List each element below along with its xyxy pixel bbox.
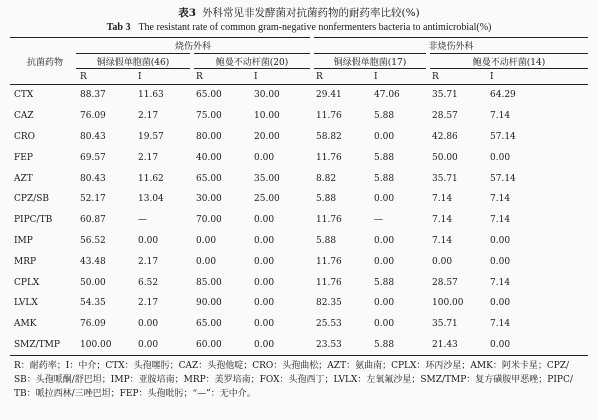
- intermediate-rate-cell: 0.00: [254, 152, 275, 163]
- resistance-rate-cell: 29.41: [316, 90, 342, 101]
- intermediate-rate-cell: 0.00: [374, 194, 395, 205]
- col-header-i: I: [370, 69, 428, 85]
- resistance-rate-cell: 42.86: [432, 131, 458, 142]
- intermediate-rate-cell: 2.17: [138, 111, 159, 122]
- intermediate-rate-cell: 5.88: [374, 173, 395, 184]
- intermediate-rate-cell: —: [374, 215, 384, 226]
- col-header-i: I: [250, 69, 312, 85]
- resistance-rate-cell: 0.00: [432, 256, 453, 267]
- drug-column-header: 抗菌药物: [10, 38, 76, 85]
- drug-name-cell: AMK: [14, 319, 37, 330]
- intermediate-rate-cell: 11.63: [138, 90, 164, 101]
- intermediate-rate-cell: 7.14: [490, 277, 511, 288]
- table-row: [10, 335, 588, 356]
- subgroup-header-nonburn-pa: 铜绿假单胞菌(17): [312, 54, 428, 69]
- table-row: [10, 168, 588, 189]
- resistance-rate-cell: 25.53: [316, 319, 342, 330]
- table-body: [10, 85, 588, 356]
- resistance-rate-cell: 90.00: [196, 298, 222, 309]
- resistance-rate-cell: 11.76: [316, 152, 342, 163]
- intermediate-rate-cell: 0.00: [490, 298, 511, 309]
- intermediate-rate-cell: 5.88: [370, 335, 428, 356]
- table-caption-en: The resistant rate of common gram-negative nonfermenters bacteria to antimicrobial(%): [138, 22, 492, 33]
- subgroup-header-burn-pa: 铜绿假单胞菌(46): [76, 54, 192, 69]
- table-number-en: Tab 3: [106, 22, 131, 33]
- intermediate-rate-cell: 57.14: [490, 131, 516, 142]
- resistance-rate-cell: 11.76: [316, 277, 342, 288]
- subgroup-header-nonburn-ab: 鲍曼不动杆菌(14): [428, 54, 588, 69]
- resistance-rate-cell: 80.43: [80, 131, 106, 142]
- resistance-rate-cell: 50.00: [432, 152, 458, 163]
- resistance-rate-cell: 35.71: [432, 90, 458, 101]
- drug-name-cell: CAZ: [14, 111, 34, 122]
- intermediate-rate-cell: 0.00: [254, 235, 275, 246]
- resistance-rate-cell: 65.00: [196, 173, 222, 184]
- resistance-rate-cell: 11.76: [316, 256, 342, 267]
- table-row: [10, 210, 588, 231]
- intermediate-rate-cell: 2.17: [138, 256, 159, 267]
- table-row: [10, 106, 588, 127]
- intermediate-rate-cell: 0.00: [138, 235, 159, 246]
- intermediate-rate-cell: 0.00: [490, 152, 511, 163]
- intermediate-rate-cell: 0.00: [138, 319, 159, 330]
- drug-name-cell: CTX: [14, 90, 34, 101]
- resistance-rate-cell: 88.37: [80, 90, 106, 101]
- intermediate-rate-cell: 0.00: [254, 215, 275, 226]
- resistance-rate-cell: 65.00: [196, 319, 222, 330]
- intermediate-rate-cell: 11.62: [138, 173, 164, 184]
- resistance-rate-cell: 76.09: [80, 319, 106, 330]
- table-number-cn: 表3: [178, 7, 197, 19]
- resistance-rate-cell: 70.00: [196, 215, 222, 226]
- resistance-rate-cell: 65.00: [196, 90, 222, 101]
- intermediate-rate-cell: 2.17: [138, 152, 159, 163]
- resistance-rate-cell: 100.00: [432, 298, 464, 309]
- drug-name-cell: IMP: [14, 235, 33, 246]
- intermediate-rate-cell: 20.00: [254, 131, 280, 142]
- resistance-rate-cell: 56.52: [80, 235, 106, 246]
- intermediate-rate-cell: 7.14: [490, 111, 511, 122]
- intermediate-rate-cell: 30.00: [254, 90, 280, 101]
- intermediate-rate-cell: 0.00: [254, 298, 275, 309]
- intermediate-rate-cell: 0.00: [490, 256, 511, 267]
- table-row: [10, 85, 588, 106]
- resistance-rate-cell: 7.14: [432, 194, 453, 205]
- intermediate-rate-cell: 5.88: [374, 152, 395, 163]
- resistance-rate-cell: 21.43: [428, 335, 486, 356]
- resistance-rate-cell: 5.88: [316, 235, 337, 246]
- footnote-line: R：耐药率；I：中介；CTX：头孢噻肟；CAZ：头孢他啶；CRO：头孢曲松；AZT：氨曲南；CPLX：环丙沙星；AMK：阿米卡星；CPZ/: [14, 361, 570, 372]
- resistance-rate-cell: 85.00: [196, 277, 222, 288]
- intermediate-rate-cell: —: [138, 215, 147, 226]
- resistance-rate-cell: 23.53: [312, 335, 370, 356]
- table-row: [10, 293, 588, 314]
- intermediate-rate-cell: 7.14: [490, 319, 511, 330]
- resistance-rate-cell: 7.14: [432, 215, 453, 226]
- intermediate-rate-cell: 47.06: [374, 90, 400, 101]
- table-row: [10, 189, 588, 210]
- col-header-r: R: [312, 69, 370, 85]
- resistance-rate-cell: 43.48: [80, 256, 106, 267]
- resistance-rate-cell: 11.76: [316, 215, 342, 226]
- intermediate-rate-cell: 7.14: [490, 215, 511, 226]
- resistance-rate-cell: 76.09: [80, 111, 106, 122]
- intermediate-rate-cell: 7.14: [490, 194, 511, 205]
- intermediate-rate-cell: 0.00: [254, 319, 275, 330]
- resistance-rate-cell: 100.00: [76, 335, 134, 356]
- resistance-rate-cell: 82.35: [316, 298, 342, 309]
- col-header-r: R: [76, 69, 134, 85]
- group-header-burn: 烧伤外科: [76, 38, 312, 54]
- table-row: [10, 127, 588, 148]
- resistance-rate-cell: 50.00: [80, 277, 106, 288]
- drug-name-cell: AZT: [14, 173, 33, 184]
- footnote-line: SB：头孢哌酮/舒巴坦；IMP：亚胺培南；MRP：美罗培南；FOX：头孢西丁；LVLX：左氧氟沙星；SMZ/TMP：复方磺胺甲恶唑；PIPC/: [14, 375, 573, 386]
- table-title-en: [10, 21, 588, 35]
- resistance-table: [10, 37, 588, 356]
- table-row: [10, 272, 588, 293]
- resistance-rate-cell: 75.00: [196, 111, 222, 122]
- resistance-rate-cell: 35.71: [432, 173, 458, 184]
- subgroup-header-burn-ab: 鲍曼不动杆菌(20): [192, 54, 312, 69]
- table-row: [10, 231, 588, 252]
- resistance-rate-cell: 8.82: [316, 173, 337, 184]
- col-header-i: I: [134, 69, 192, 85]
- resistance-rate-cell: 30.00: [196, 194, 222, 205]
- intermediate-rate-cell: 57.14: [490, 173, 516, 184]
- resistance-rate-cell: 80.00: [196, 131, 222, 142]
- resistance-rate-cell: 11.76: [316, 111, 342, 122]
- intermediate-rate-cell: 35.00: [254, 173, 280, 184]
- intermediate-rate-cell: 13.04: [138, 194, 164, 205]
- intermediate-rate-cell: 2.17: [138, 298, 159, 309]
- intermediate-rate-cell: 6.52: [138, 277, 159, 288]
- resistance-rate-cell: 0.00: [196, 256, 217, 267]
- drug-name-cell: FEP: [14, 152, 33, 163]
- resistance-rate-cell: 52.17: [80, 194, 106, 205]
- footnote-line: TB：哌拉西林/三唑巴坦；FEP：头孢吡肟；“—”：无中介。: [14, 389, 256, 400]
- resistance-rate-cell: 54.35: [80, 298, 106, 309]
- col-header-i: I: [486, 69, 588, 85]
- drug-name-cell: CRO: [14, 131, 36, 142]
- drug-name-cell: MRP: [14, 256, 37, 267]
- resistance-rate-cell: 40.00: [196, 152, 222, 163]
- resistance-rate-cell: 7.14: [432, 235, 453, 246]
- resistance-rate-cell: 28.57: [432, 111, 458, 122]
- intermediate-rate-cell: 0.00: [374, 131, 395, 142]
- intermediate-rate-cell: 0.00: [374, 298, 395, 309]
- intermediate-rate-cell: 5.88: [374, 111, 395, 122]
- group-header-nonburn: 非烧伤外科: [312, 38, 588, 54]
- resistance-rate-cell: 80.43: [80, 173, 106, 184]
- intermediate-rate-cell: 0.00: [374, 235, 395, 246]
- resistance-rate-cell: 0.00: [196, 235, 217, 246]
- intermediate-rate-cell: 10.00: [254, 111, 280, 122]
- resistance-rate-cell: 60.87: [80, 215, 106, 226]
- intermediate-rate-cell: 0.00: [374, 319, 395, 330]
- intermediate-rate-cell: 64.29: [490, 90, 516, 101]
- intermediate-rate-cell: 0.00: [254, 277, 275, 288]
- table-row: [10, 251, 588, 272]
- resistance-rate-cell: 58.82: [316, 131, 342, 142]
- resistance-rate-cell: 5.88: [316, 194, 337, 205]
- table-row: [10, 314, 588, 335]
- table-caption-cn: 外科常见非发酵菌对抗菌药物的耐药率比较(%): [202, 7, 420, 19]
- col-header-r: R: [192, 69, 250, 85]
- drug-name-cell: CPLX: [14, 277, 40, 288]
- intermediate-rate-cell: 0.00: [134, 335, 192, 356]
- table-footnote: [10, 359, 584, 401]
- resistance-rate-cell: 60.00: [192, 335, 250, 356]
- table-title-cn: [10, 6, 588, 21]
- intermediate-rate-cell: 25.00: [254, 194, 280, 205]
- resistance-rate-cell: 69.57: [80, 152, 106, 163]
- drug-name-cell: PIPC/TB: [14, 215, 53, 226]
- intermediate-rate-cell: 0.00: [374, 256, 395, 267]
- drug-name-cell: CPZ/SB: [14, 194, 50, 205]
- table-figure: [10, 6, 588, 401]
- drug-name-cell: SMZ/TMP: [10, 335, 76, 356]
- resistance-rate-cell: 28.57: [432, 277, 458, 288]
- drug-name-cell: LVLX: [14, 298, 38, 309]
- intermediate-rate-cell: 0.00: [250, 335, 312, 356]
- intermediate-rate-cell: 5.88: [374, 277, 395, 288]
- col-header-r: R: [428, 69, 486, 85]
- resistance-rate-cell: 35.71: [432, 319, 458, 330]
- table-row: [10, 147, 588, 168]
- intermediate-rate-cell: 0.00: [254, 256, 275, 267]
- intermediate-rate-cell: 19.57: [138, 131, 164, 142]
- intermediate-rate-cell: 0.00: [490, 235, 511, 246]
- intermediate-rate-cell: 0.00: [486, 335, 588, 356]
